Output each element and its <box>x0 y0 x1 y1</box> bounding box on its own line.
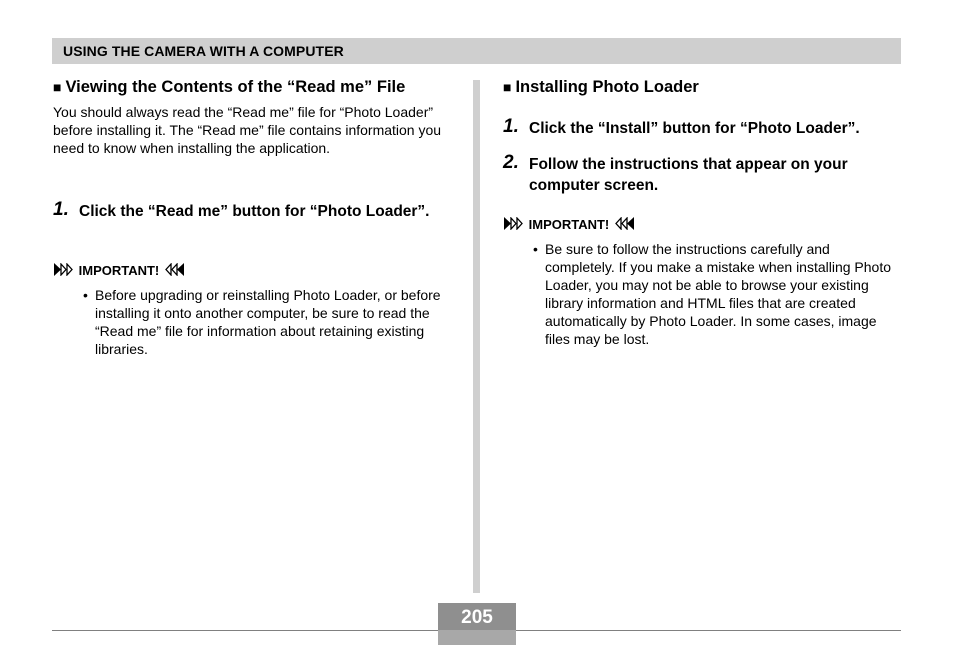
step-text: Click the “Read me” button for “Photo Loader”. <box>79 203 430 220</box>
right-section-heading <box>503 78 699 97</box>
right-section-title: Installing Photo Loader <box>515 78 699 96</box>
left-important-bullet <box>83 286 448 358</box>
bullet-dot: • <box>83 287 88 303</box>
important-arrows-reverse-icon <box>613 217 635 230</box>
right-important-label <box>503 217 635 232</box>
page-number-box <box>438 603 516 645</box>
left-section-title: Viewing the Contents of the “Read me” File <box>65 78 406 96</box>
left-section-heading <box>53 78 405 97</box>
left-important-label <box>53 263 185 278</box>
step-number: 1. <box>503 116 519 137</box>
right-important-bullet <box>533 240 893 348</box>
bullet-text: Be sure to follow the instructions carefully and completely. If you make a mistake when installing Photo Loader, you may not be able to browse your existing library information and HTML files that are created automatically by Photo Loader. In some cases, image files may be lost. <box>545 241 892 347</box>
important-arrows-reverse-icon <box>163 263 185 276</box>
important-text: IMPORTANT! <box>528 217 610 232</box>
running-header <box>52 38 901 64</box>
section-marker: ■ <box>503 79 512 95</box>
left-intro-paragraph: You should always read the “Read me” file for “Photo Loader” before installing it. The “Read me” file contains information you need to know when installing the application. <box>53 104 442 156</box>
step-number: 2. <box>503 152 519 173</box>
step-text: Click the “Install” button for “Photo Loader”. <box>529 120 860 137</box>
page-number: 205 <box>461 607 493 628</box>
bullet-dot: • <box>533 241 538 257</box>
step-number: 1. <box>53 199 69 220</box>
important-arrows-icon <box>503 217 525 230</box>
bullet-text: Before upgrading or reinstalling Photo Loader, or before installing it onto another computer, be sure to read the “Read me” file for information about retaining existing libraries. <box>95 287 441 357</box>
running-header-title: USING THE CAMERA WITH A COMPUTER <box>63 43 344 59</box>
step-text: Follow the instructions that appear on your computer screen. <box>529 156 848 194</box>
important-arrows-icon <box>53 263 75 276</box>
important-text: IMPORTANT! <box>78 263 160 278</box>
column-divider <box>473 80 480 593</box>
section-marker: ■ <box>53 79 62 95</box>
